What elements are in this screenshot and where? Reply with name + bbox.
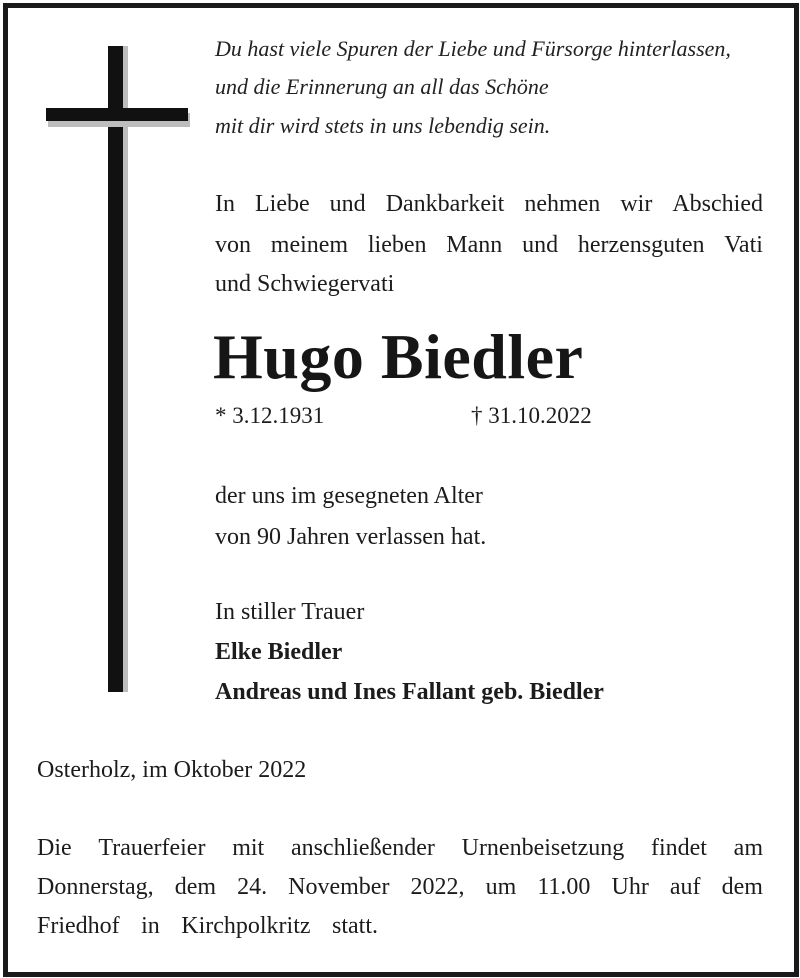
word: dem <box>174 874 217 900</box>
word: findet <box>650 835 707 861</box>
word: herzensguten <box>577 232 705 258</box>
deceased-name: Hugo Biedler <box>213 321 584 392</box>
word: Kirchpolkritz <box>181 913 311 939</box>
word: und <box>329 191 366 217</box>
age-line-2: von 90 Jahren verlassen hat. <box>215 524 487 550</box>
word: statt. <box>331 913 378 939</box>
word: nehmen <box>524 191 601 217</box>
word: Vati <box>724 232 763 258</box>
ceremony-line-1 <box>37 836 763 860</box>
ceremony-line-3 <box>37 914 378 938</box>
word: dem <box>721 874 763 900</box>
word: Mann <box>446 232 503 258</box>
word: wir <box>620 191 653 217</box>
farewell-line-2 <box>215 233 763 257</box>
mourner-name-2: Andreas und Ines Fallant geb. Biedler <box>215 679 604 705</box>
word: Liebe <box>255 191 310 217</box>
word: Donnerstag, <box>37 874 154 900</box>
word: am <box>733 835 763 861</box>
age-line-1: der uns im gesegneten Alter <box>215 483 483 509</box>
word: November <box>288 874 390 900</box>
word: 11.00 <box>537 874 591 900</box>
word: In <box>215 191 235 217</box>
word: um <box>485 874 517 900</box>
verse-line-1: Du hast viele Spuren der Liebe und Fürsorge hinterlassen, <box>215 36 731 61</box>
word: in <box>141 913 160 939</box>
mourning-intro: In stiller Trauer <box>215 599 365 625</box>
word: Friedhof <box>37 913 120 939</box>
ceremony-line-2 <box>37 875 763 899</box>
word: 2022, <box>410 874 465 900</box>
word: 24. <box>237 874 268 900</box>
death-date: † 31.10.2022 <box>471 403 592 428</box>
word: auf <box>669 874 701 900</box>
word: Uhr <box>611 874 649 900</box>
word: mit <box>232 835 265 861</box>
word: und <box>522 232 559 258</box>
word: anschließender <box>290 835 435 861</box>
word: von <box>215 232 251 258</box>
mourner-name-1: Elke Biedler <box>215 639 343 665</box>
place-date: Osterholz, im Oktober 2022 <box>37 757 307 783</box>
word: lieben <box>367 232 427 258</box>
birth-date: * 3.12.1931 <box>215 403 325 428</box>
verse-line-2: und die Erinnerung an all das Schöne <box>215 74 549 99</box>
farewell-line-1 <box>215 192 763 216</box>
word: meinem <box>270 232 349 258</box>
farewell-line-3: und Schwiegervati <box>215 271 395 297</box>
verse-line-3: mit dir wird stets in uns lebendig sein. <box>215 113 551 138</box>
word: Urnenbeisetzung <box>461 835 625 861</box>
word: Trauerfeier <box>98 835 206 861</box>
word: Abschied <box>672 191 763 217</box>
word: Die <box>37 835 72 861</box>
word: Dankbarkeit <box>385 191 505 217</box>
